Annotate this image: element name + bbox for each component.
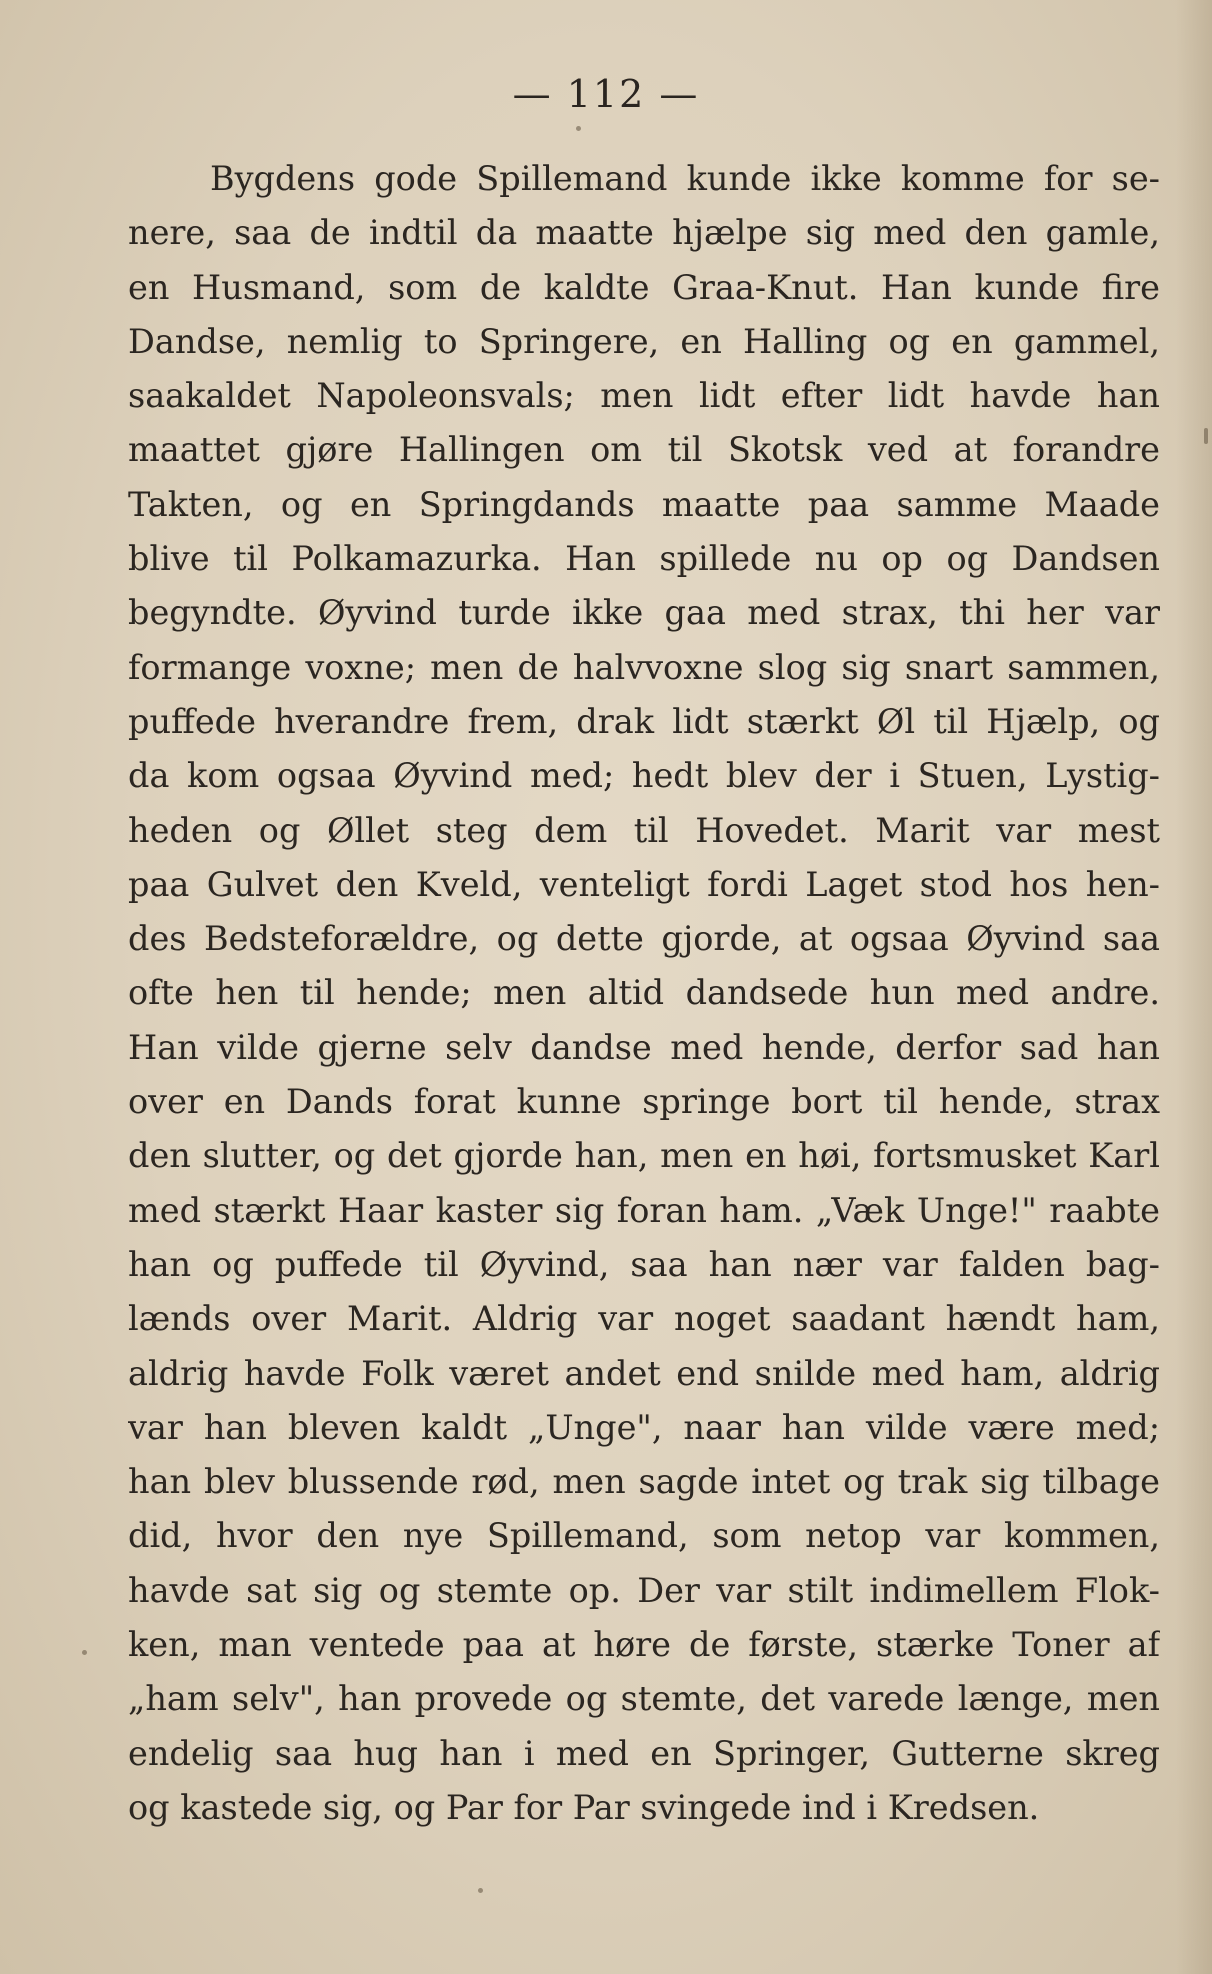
- page-edge-shadow: [1176, 0, 1212, 1974]
- text-line: en Husmand, som de kaldte Graa-Knut. Han kunde fire: [128, 267, 1160, 307]
- page-number: — 112 —: [512, 72, 700, 116]
- text-line: Dandse, nemlig to Springere, en Halling og en gammel,: [128, 321, 1160, 361]
- text-line: Takten, og en Springdands maatte paa samme Maade: [128, 484, 1160, 524]
- paper-speck: [1204, 428, 1208, 444]
- text-line: den slutter, og det gjorde han, men en høi, fortsmusket Karl: [128, 1136, 1160, 1176]
- text-line: blive til Polkamazurka. Han spillede nu op og Dandsen: [128, 539, 1160, 579]
- text-line: havde sat sig og stemte op. Der var stilt indimellem Flok-: [128, 1570, 1160, 1610]
- text-line: endelig saa hug han i med en Springer, Gutterne skreg: [128, 1733, 1160, 1773]
- text-line: han blev blussende rød, men sagde intet og trak sig tilbage: [128, 1462, 1160, 1502]
- text-line: did, hvor den nye Spillemand, som netop var kommen,: [128, 1516, 1160, 1556]
- text-line: over en Dands forat kunne springe bort til hende, strax: [128, 1082, 1160, 1122]
- text-line: saakaldet Napoleonsvals; men lidt efter lidt havde han: [128, 376, 1160, 416]
- paper-speck: [82, 1650, 87, 1655]
- paper-speck: [576, 126, 581, 131]
- text-line: med stærkt Haar kaster sig foran ham. „Væk Unge!" raabte: [128, 1190, 1160, 1230]
- text-line: lænds over Marit. Aldrig var noget saadant hændt ham,: [128, 1299, 1160, 1339]
- text-line-last: og kastede sig, og Par for Par svingede ind i Kredsen.: [128, 1787, 1040, 1827]
- text-line: puffede hverandre frem, drak lidt stærkt Øl til Hjælp, og: [128, 701, 1160, 741]
- text-line: aldrig havde Folk været andet end snilde med ham, aldrig: [128, 1353, 1160, 1393]
- text-line: var han bleven kaldt „Unge", naar han vilde være med;: [128, 1407, 1160, 1447]
- text-line: nere, saa de indtil da maatte hjælpe sig med den gamle,: [128, 213, 1160, 253]
- body-text: [128, 152, 1160, 1835]
- text-line: des Bedsteforældre, og dette gjorde, at ogsaa Øyvind saa: [128, 919, 1160, 959]
- paper-speck: [478, 1888, 483, 1893]
- text-line: han og puffede til Øyvind, saa han nær var falden bag-: [128, 1244, 1160, 1284]
- text-line: ken, man ventede paa at høre de første, stærke Toner af: [128, 1625, 1160, 1665]
- text-line: ofte hen til hende; men altid dandsede hun med andre.: [128, 973, 1160, 1013]
- text-line: paa Gulvet den Kveld, venteligt fordi Laget stod hos hen-: [128, 864, 1160, 904]
- text-line: da kom ogsaa Øyvind med; hedt blev der i Stuen, Lystig-: [128, 756, 1160, 796]
- text-line: begyndte. Øyvind turde ikke gaa med strax, thi her var: [128, 593, 1160, 633]
- text-line: Bygdens gode Spillemand kunde ikke komme for se-: [210, 159, 1160, 198]
- text-line: heden og Øllet steg dem til Hovedet. Marit var mest: [128, 810, 1160, 850]
- text-line: „ham selv", han provede og stemte, det varede længe, men: [128, 1679, 1160, 1719]
- text-line: Han vilde gjerne selv dandse med hende, derfor sad han: [128, 1027, 1160, 1067]
- text-line: formange voxne; men de halvvoxne slog sig snart sammen,: [128, 647, 1160, 687]
- text-line: maattet gjøre Hallingen om til Skotsk ved at forandre: [128, 430, 1160, 470]
